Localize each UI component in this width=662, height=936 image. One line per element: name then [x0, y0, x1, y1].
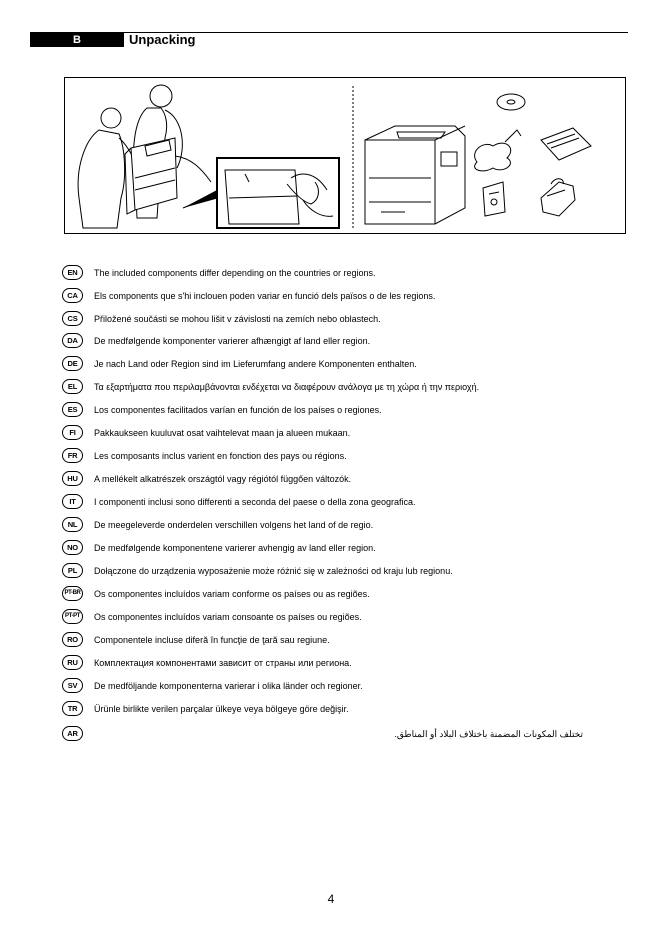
language-badge: PT-PT [62, 609, 83, 624]
language-badge: FR [62, 448, 83, 463]
list-item [62, 700, 632, 718]
people-lifting-printer-illustration [78, 85, 211, 228]
list-item [62, 355, 632, 373]
language-badge: HU [62, 471, 83, 486]
language-badge: SV [62, 678, 83, 693]
list-item [62, 332, 632, 350]
language-badge: DA [62, 333, 83, 348]
language-badge: NO [62, 540, 83, 555]
list-item [62, 725, 632, 743]
language-text: De medfølgende komponentene varierer avhengig av land eller region. [94, 543, 376, 553]
section-tab: B [30, 33, 124, 47]
language-text: تختلف المكونات المضمنة باختلاف البلاد أو المناطق. [394, 729, 583, 739]
list-item [62, 470, 632, 488]
list-item [62, 447, 632, 465]
language-text: De meegeleverde onderdelen verschillen volgens het land of de regio. [94, 520, 374, 530]
language-text: Componentele incluse diferă în funcţie de ţară sau regiune. [94, 635, 330, 645]
list-item [62, 424, 632, 442]
language-text: Je nach Land oder Region sind im Lieferumfang andere Komponenten enthalten. [94, 359, 417, 369]
language-text: Ürünle birlikte verilen parçalar ülkeye veya bölgeye göre değişir. [94, 704, 349, 714]
list-item [62, 585, 632, 603]
language-text: A mellékelt alkatrészek országtól vagy régiótól függően változók. [94, 474, 352, 484]
list-item [62, 493, 632, 511]
language-text: Les composants inclus varient en fonction des pays ou régions. [94, 451, 347, 461]
list-item [62, 608, 632, 626]
language-text: Els components que s'hi inclouen poden variar en funció dels països o de les regions. [94, 291, 436, 301]
list-item [62, 264, 632, 282]
language-text: Os componentes incluídos variam conforme os países ou as regiões. [94, 589, 370, 599]
section-title: Unpacking [129, 32, 196, 47]
list-item [62, 287, 632, 305]
language-badge: DE [62, 356, 83, 371]
list-item [62, 654, 632, 672]
language-text: Os componentes incluídos variam consoante os países ou regiões. [94, 612, 362, 622]
list-item [62, 631, 632, 649]
list-item [62, 539, 632, 557]
language-text: Комплектация компонентами зависит от страны или региона. [94, 658, 352, 668]
language-badge: TR [62, 701, 83, 716]
list-item [62, 516, 632, 534]
list-item [62, 677, 632, 695]
language-badge: EL [62, 379, 83, 394]
language-text: Přiložené součásti se mohou lišit v závislosti na zemích nebo oblastech. [94, 314, 381, 324]
printer-and-accessories-illustration [365, 94, 591, 224]
language-badge: RU [62, 655, 83, 670]
language-badge: ES [62, 402, 83, 417]
lifting-detail-inset [217, 158, 339, 228]
language-text: De medföljande komponenterna varierar i olika länder och regioner. [94, 681, 363, 691]
language-text: Pakkaukseen kuuluvat osat vaihtelevat maan ja alueen mukaan. [94, 428, 351, 438]
language-text: Los componentes facilitados varían en función de los países o regiones. [94, 405, 382, 415]
list-item [62, 401, 632, 419]
language-text: The included components differ depending on the countries or regions. [94, 268, 376, 278]
list-item [62, 378, 632, 396]
language-text: De medfølgende komponenter varierer afhængigt af land eller region. [94, 336, 371, 346]
language-badge: PL [62, 563, 83, 578]
language-badge: AR [62, 726, 83, 741]
language-badge: PT-BR [62, 586, 83, 601]
language-badge: RO [62, 632, 83, 647]
language-text: Τα εξαρτήματα που περιλαμβάνονται ενδέχεται να διαφέρουν ανάλογα με τη χώρα ή την περιοχή. [94, 382, 480, 392]
language-badge: CS [62, 311, 83, 326]
language-badge: EN [62, 265, 83, 280]
list-item [62, 310, 632, 328]
language-text: I componenti inclusi sono differenti a seconda del paese o della zona geografica. [94, 497, 416, 507]
language-badge: FI [62, 425, 83, 440]
unpacking-illustration [64, 77, 626, 234]
language-badge: CA [62, 288, 83, 303]
language-badge: NL [62, 517, 83, 532]
page-number: 4 [327, 892, 335, 906]
language-badge: IT [62, 494, 83, 509]
language-text: Dołączone do urządzenia wyposażenie może różnić się w zależności od kraju lub regionu. [94, 566, 453, 576]
list-item [62, 562, 632, 580]
